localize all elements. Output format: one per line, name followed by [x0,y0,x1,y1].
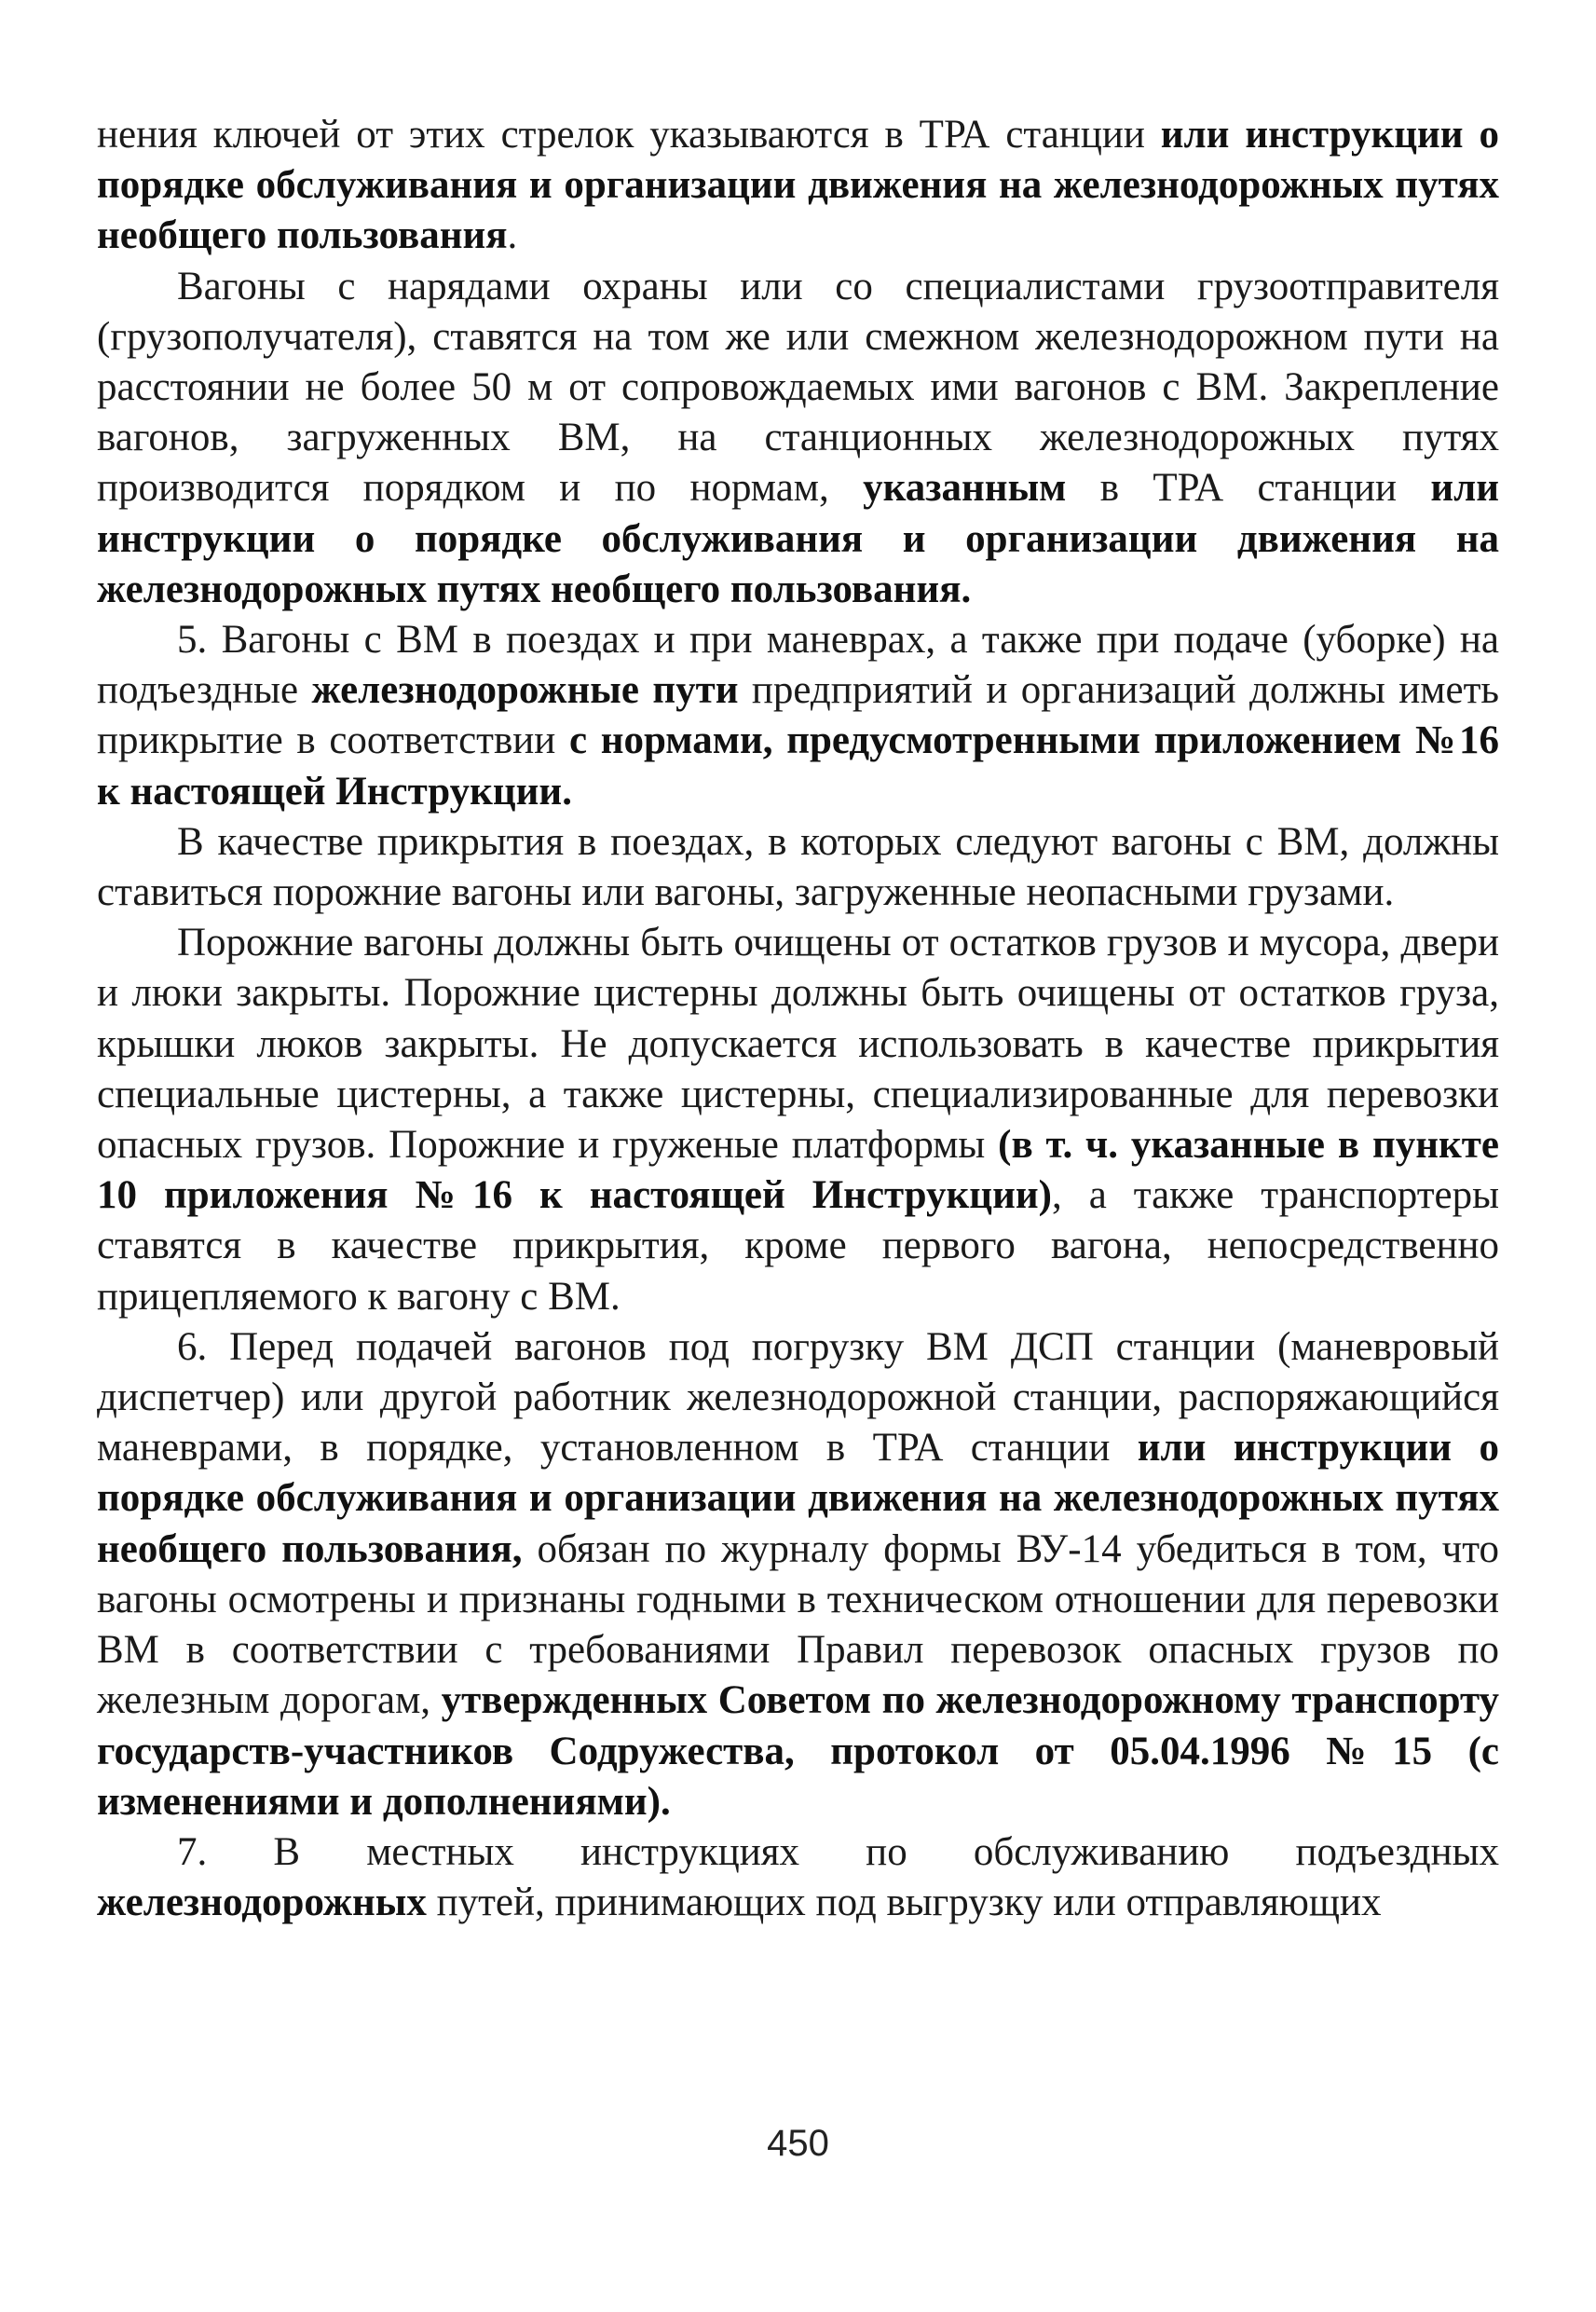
text-run: предприятий и организаций должны иметь прикрытие в соответствии [97,668,1499,763]
bold-text: или инструкции о порядке обслуживания и организации движения на железнодорожных путях необщего пользования, [97,1426,1499,1571]
text-run: В качестве прикрытия в поездах, в которых следуют вагоны с ВМ, должны ставиться порожние вагоны или вагоны, загруженные неопасными грузами. [97,819,1499,915]
paragraph-p-cover-trains [97,817,1499,918]
text-run: , а также транспортеры ставятся в качестве прикрытия, кроме первого вагона, непосредственно прицепляемого к вагону с ВМ. [97,1173,1499,1319]
bold-text: утвержденных Советом по железнодорожному транспорту государств-участников Содружества, протокол от 05.04.1996 №15 (с изменениями и дополнениями). [97,1678,1499,1824]
text-run: 6. Перед подачей вагонов под погрузку ВМ ДСП станции (маневровый диспетчер) или другой работник железнодорожной станции, распоряжающийся маневрами, в порядке, установленном в ТРА станции [97,1324,1499,1471]
bold-text: железнодорожные пути [311,668,739,713]
text-run: путей, принимающих под выгрузку или отправляющих [426,1881,1382,1925]
paragraph-p-item-5 [97,615,1499,817]
text-run: Вагоны с нарядами охраны или со специалистами грузоотправителя (грузополучателя), ставятся на том же или смежном железнодорожном пути на расстоянии не более 50 м от сопровождаемых ими вагонов с ВМ. Закрепление вагонов, загруженных ВМ, на станционных железнодорожных путях производится порядком и по нормам, [97,264,1499,511]
paragraph-p-wagons-guards [97,262,1499,615]
bold-text: с нормами, предусмотренными приложением №16 к настоящей Инструкции. [97,718,1499,814]
text-run: нения ключей от этих стрелок указываются в ТРА станции [97,113,1161,157]
paragraph-p-empty-wagons [97,918,1499,1322]
paragraph-p-item-6 [97,1322,1499,1827]
text-run: Порожние вагоны должны быть очищены от остатков грузов и мусора, двери и люки закрыты. Порожние цистерны должны быть очищены от остатков груза, крышки люков закрыты. Не допускается использовать в качестве прикрытия специальные цистерны, а также цистерны, специализированные для перевозки опасных грузов. Порожние и груженые платформы [97,921,1499,1168]
page-number: 450 [767,2123,829,2164]
bold-text: или инструкции о порядке обслуживания и организации движения на железнодорожных путях необщего пользования [97,113,1499,258]
bold-text: или инструкции о порядке обслуживания и организации движения на железнодорожных путях необщего пользования. [97,466,1500,611]
bold-text: указанным [863,466,1067,511]
bold-text: (в т. ч. указанные в пункте 10 приложения №16 к настоящей Инструкции) [97,1123,1499,1218]
text-run: 7. В местных инструкциях по обслуживанию подъездных [177,1829,1499,1874]
text-run: . [507,213,518,258]
text-run: в ТРА станции [1066,466,1431,511]
text-run: 5. Вагоны с ВМ в поездах и при маневрах, а также при подаче (уборке) на подъездные [97,618,1499,713]
paragraph-p-continuation [97,110,1499,262]
text-run: обязан по журналу формы ВУ-14 убедиться в том, что вагоны осмотрены и признаны годными в техническом отношении для перевозки ВМ в соответствии с требованиями Правил перевозок опасных грузов по железным дорогам, [97,1526,1499,1723]
document-body [97,110,1499,1928]
bold-text: железнодорожных [97,1881,427,1925]
paragraph-p-item-7 [97,1827,1499,1928]
